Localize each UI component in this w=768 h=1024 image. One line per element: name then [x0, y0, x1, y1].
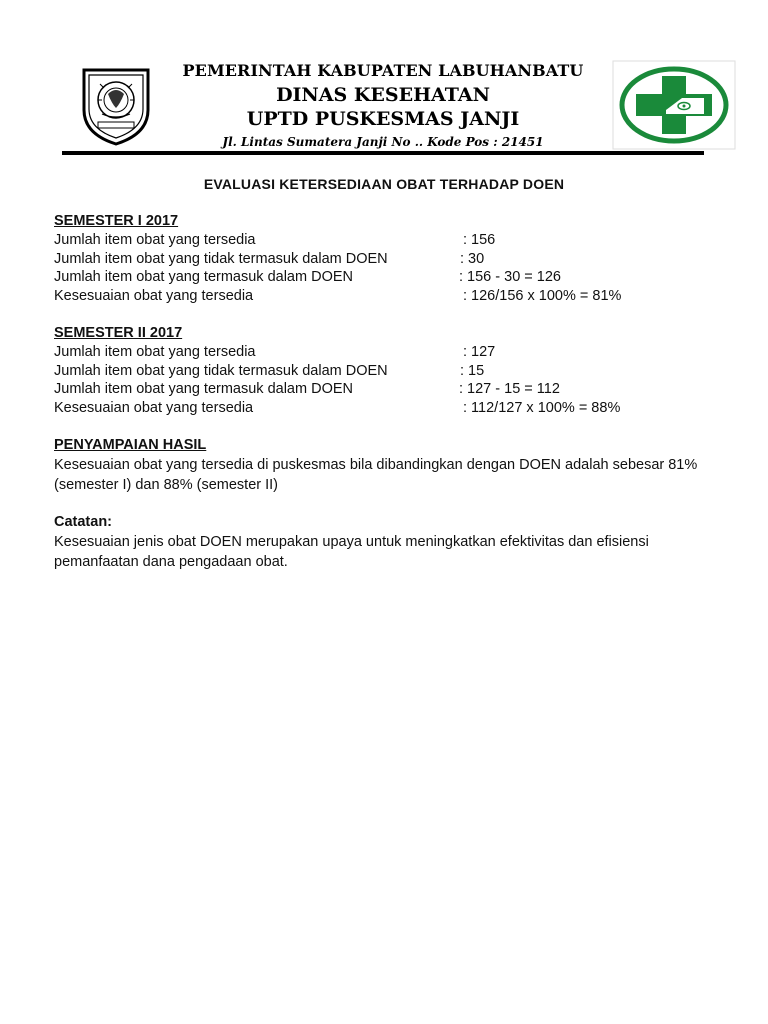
row-label: Jumlah item obat yang termasuk dalam DOEN — [54, 381, 353, 397]
semester1-row — [54, 231, 724, 250]
letterhead-address: Jl. Lintas Sumatera Janji No .. Kode Pos : 21451 — [222, 135, 544, 149]
row-label: Jumlah item obat yang tersedia — [54, 344, 256, 360]
notes-heading: Catatan: — [54, 514, 113, 530]
semester1-heading: SEMESTER I 2017 — [54, 213, 179, 229]
results-heading: PENYAMPAIAN HASIL — [54, 437, 207, 453]
semester2-row — [54, 380, 724, 399]
puskesmas-cross-emblem-icon — [612, 60, 736, 150]
kabupaten-emblem-icon — [78, 64, 154, 146]
row-value: : 112/127 x 100% = 88% — [463, 399, 621, 416]
row-label: Jumlah item obat yang tidak termasuk dalam DOEN — [54, 250, 388, 267]
row-value: : 127 — [463, 344, 496, 360]
semester1-row — [54, 287, 724, 306]
letterhead-divider — [62, 151, 704, 155]
row-label: Jumlah item obat yang tersedia — [54, 232, 256, 248]
results-text: Kesesuaian obat yang tersedia di puskesmas bila dibandingkan dengan DOEN adalah sebesar 81% (semester I) dan 88% (semester II) — [54, 457, 698, 493]
row-value: : 126/156 x 100% = 81% — [463, 287, 622, 304]
semester2-row — [54, 343, 724, 362]
row-value: : 30 — [460, 250, 485, 267]
results-section — [54, 436, 724, 495]
row-value: : 15 — [460, 362, 485, 379]
row-value: : 127 - 15 = 112 — [459, 381, 560, 397]
notes-section — [54, 512, 724, 572]
notes-text: Kesesuaian jenis obat DOEN merupakan upaya untuk meningkatkan efektivitas dan efisiensi pemanfaatan dana pengadaan obat. — [54, 534, 649, 570]
document-title: EVALUASI KETERSEDIAAN OBAT TERHADAP DOEN — [203, 176, 565, 192]
row-value: : 156 — [463, 232, 496, 248]
semester2-row — [54, 399, 724, 418]
row-label: Jumlah item obat yang tidak termasuk dalam DOEN — [54, 362, 388, 379]
semester2-row — [54, 362, 724, 381]
row-label: Kesesuaian obat yang tersedia — [54, 287, 254, 304]
semester2-section — [54, 324, 724, 417]
row-value: : 156 - 30 = 126 — [459, 269, 561, 285]
letterhead-institution: UPTD PUSKESMAS JANJI — [246, 108, 520, 130]
semester1-row — [54, 268, 724, 287]
letterhead-department: DINAS KESEHATAN — [276, 84, 490, 106]
semester1-row — [54, 250, 724, 269]
row-label: Kesesuaian obat yang tersedia — [54, 399, 254, 416]
semester2-heading: SEMESTER II 2017 — [54, 325, 183, 341]
semester1-section — [54, 212, 724, 305]
row-label: Jumlah item obat yang termasuk dalam DOEN — [54, 269, 353, 285]
letterhead — [160, 60, 606, 151]
letterhead-government: PEMERINTAH KABUPATEN LABUHANBATU — [182, 61, 584, 80]
